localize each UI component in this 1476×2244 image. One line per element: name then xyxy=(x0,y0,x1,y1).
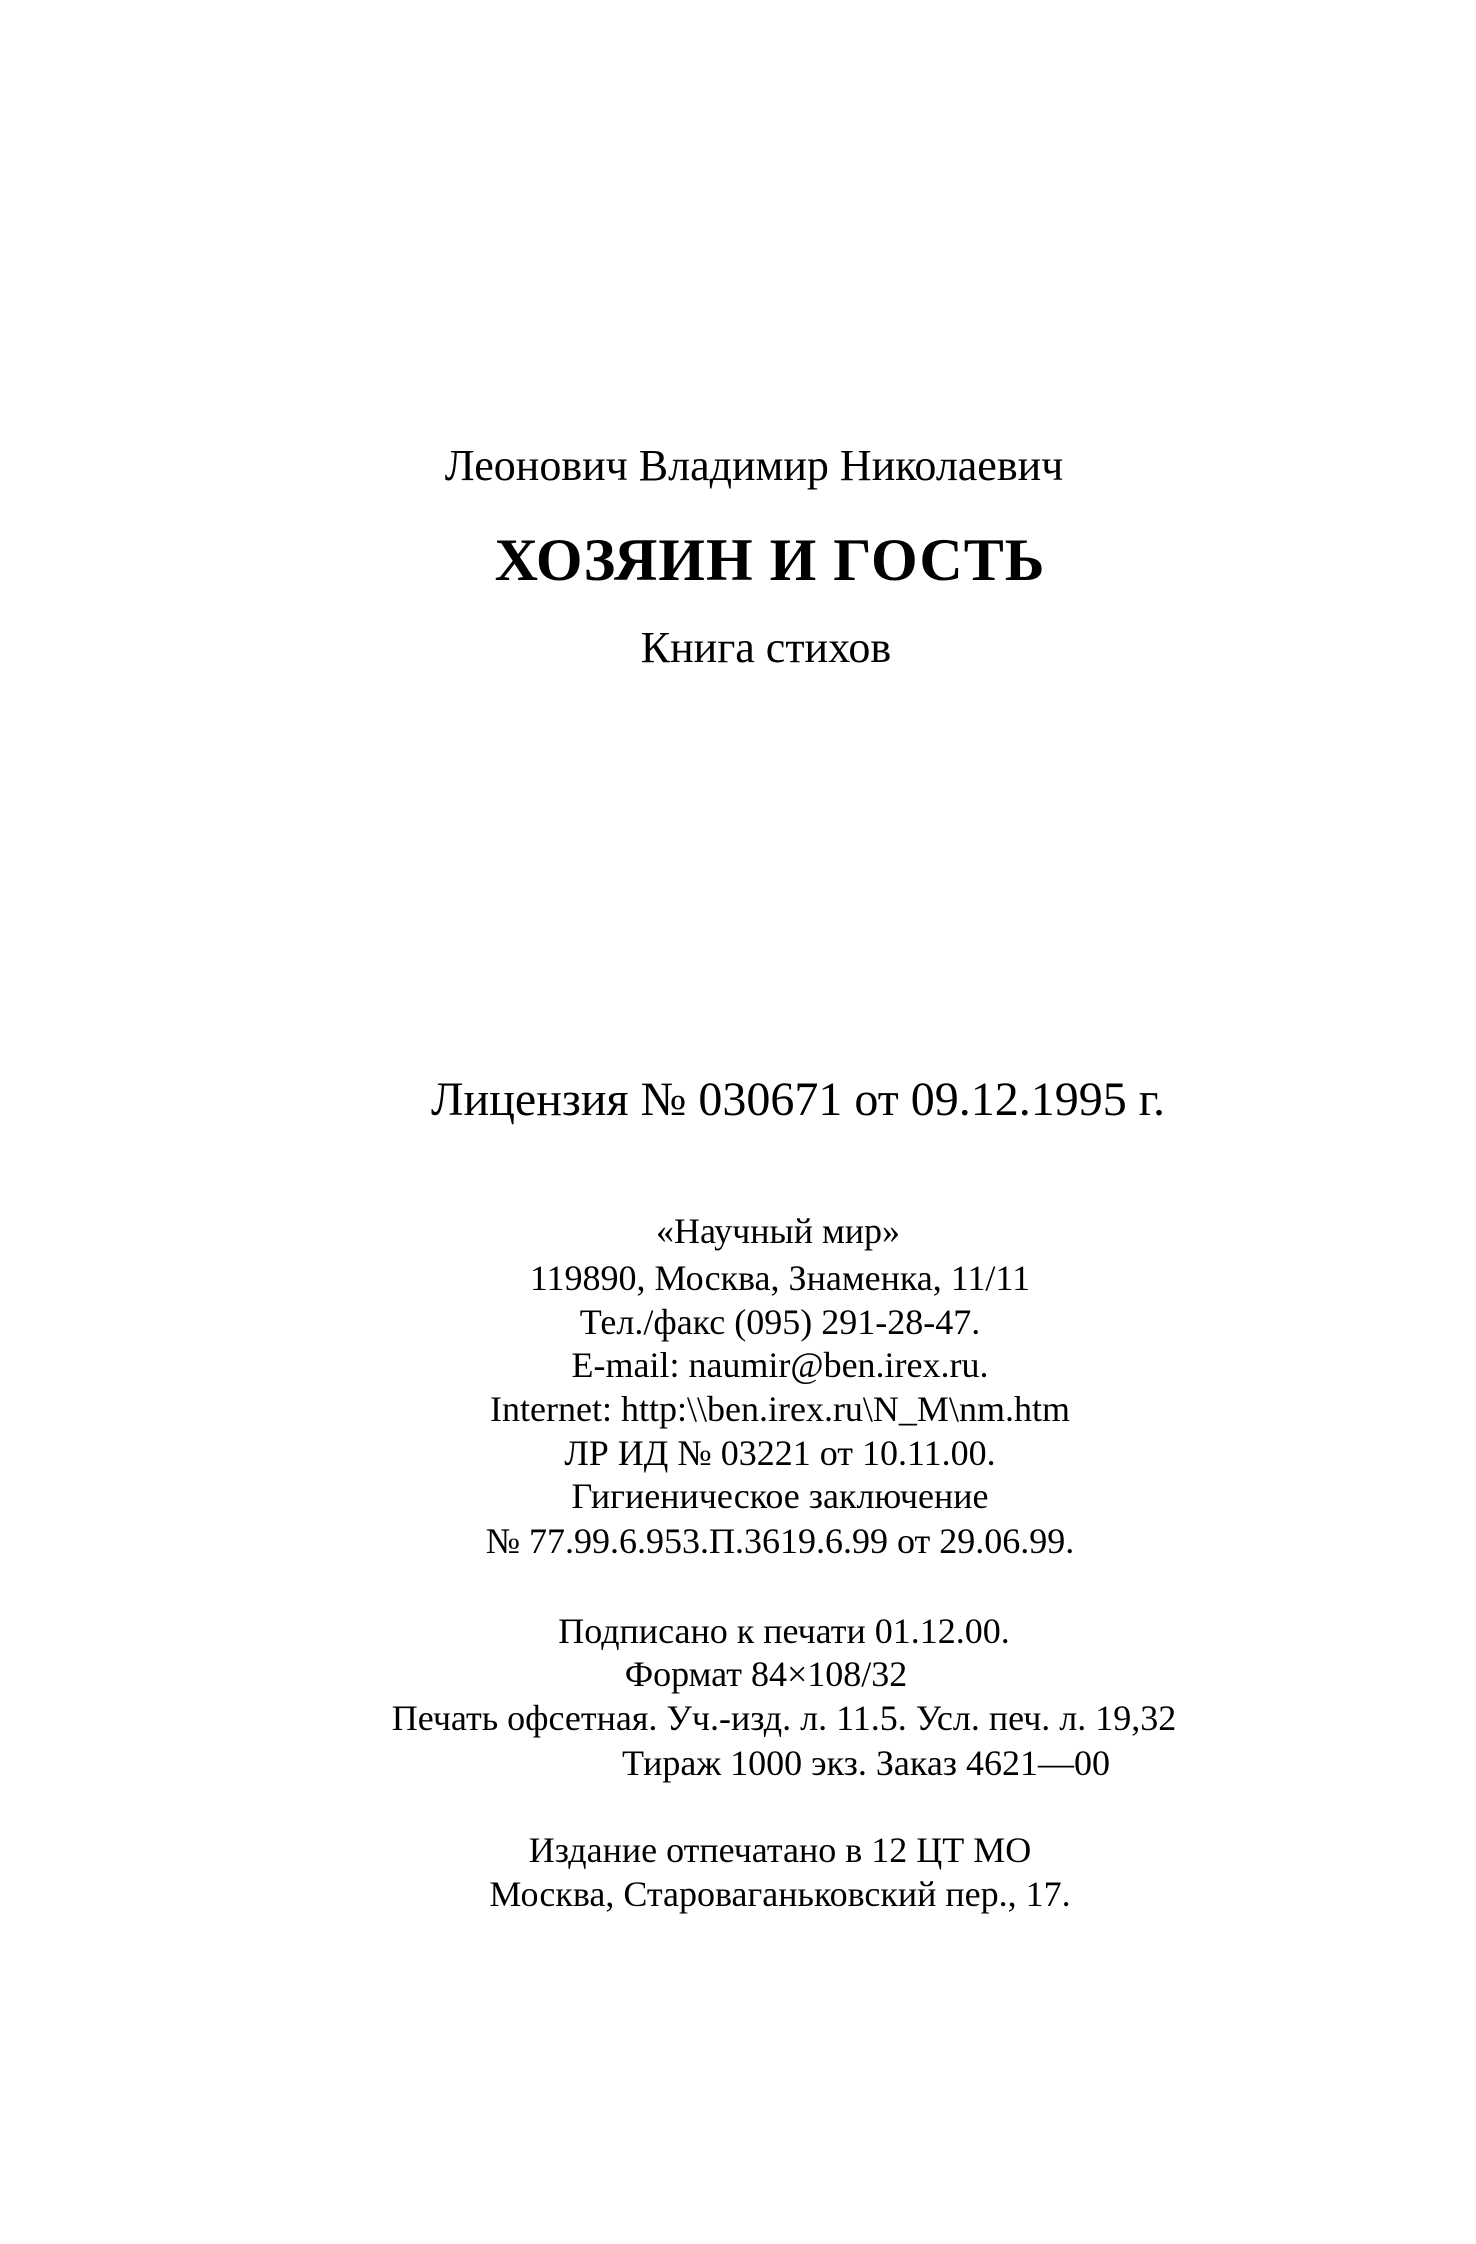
printer-name: Издание отпечатано в 12 ЦТ МО xyxy=(528,1830,1032,1870)
license-line: Лицензия № 030671 от 09.12.1995 г. xyxy=(430,1073,1166,1126)
print-run-order: Тираж 1000 экз. Заказ 4621—00 xyxy=(621,1743,1111,1783)
signed-to-print: Подписано к печати 01.12.00. xyxy=(558,1611,1010,1651)
publisher-email: E-mail: naumir@ben.irex.ru. xyxy=(571,1345,989,1385)
publisher-internet: Internet: http:\\ben.irex.ru\N_M\nm.htm xyxy=(490,1389,1070,1429)
book-subtitle: Книга стихов xyxy=(640,623,892,672)
book-author: Леонович Владимир Николаевич xyxy=(444,441,1064,490)
hygiene-certificate-number: № 77.99.6.953.П.3619.6.99 от 29.06.99. xyxy=(485,1521,1075,1561)
publisher-phone: Тел./факс (095) 291-28-47. xyxy=(579,1302,981,1342)
publisher-name: «Научный мир» xyxy=(655,1211,901,1251)
book-title: ХОЗЯИН И ГОСТЬ xyxy=(494,527,1046,593)
page-format: Формат 84×108/32 xyxy=(624,1654,908,1694)
hygiene-certificate-label: Гигиеническое заключение xyxy=(571,1476,989,1516)
publisher-license-id: ЛР ИД № 03221 от 10.11.00. xyxy=(564,1433,996,1473)
printer-address: Москва, Староваганьковский пер., 17. xyxy=(489,1874,1071,1914)
publisher-address: 119890, Москва, Знаменка, 11/11 xyxy=(529,1258,1031,1298)
print-details: Печать офсетная. Уч.-изд. л. 11.5. Усл. печ. л. 19,32 xyxy=(391,1698,1177,1738)
